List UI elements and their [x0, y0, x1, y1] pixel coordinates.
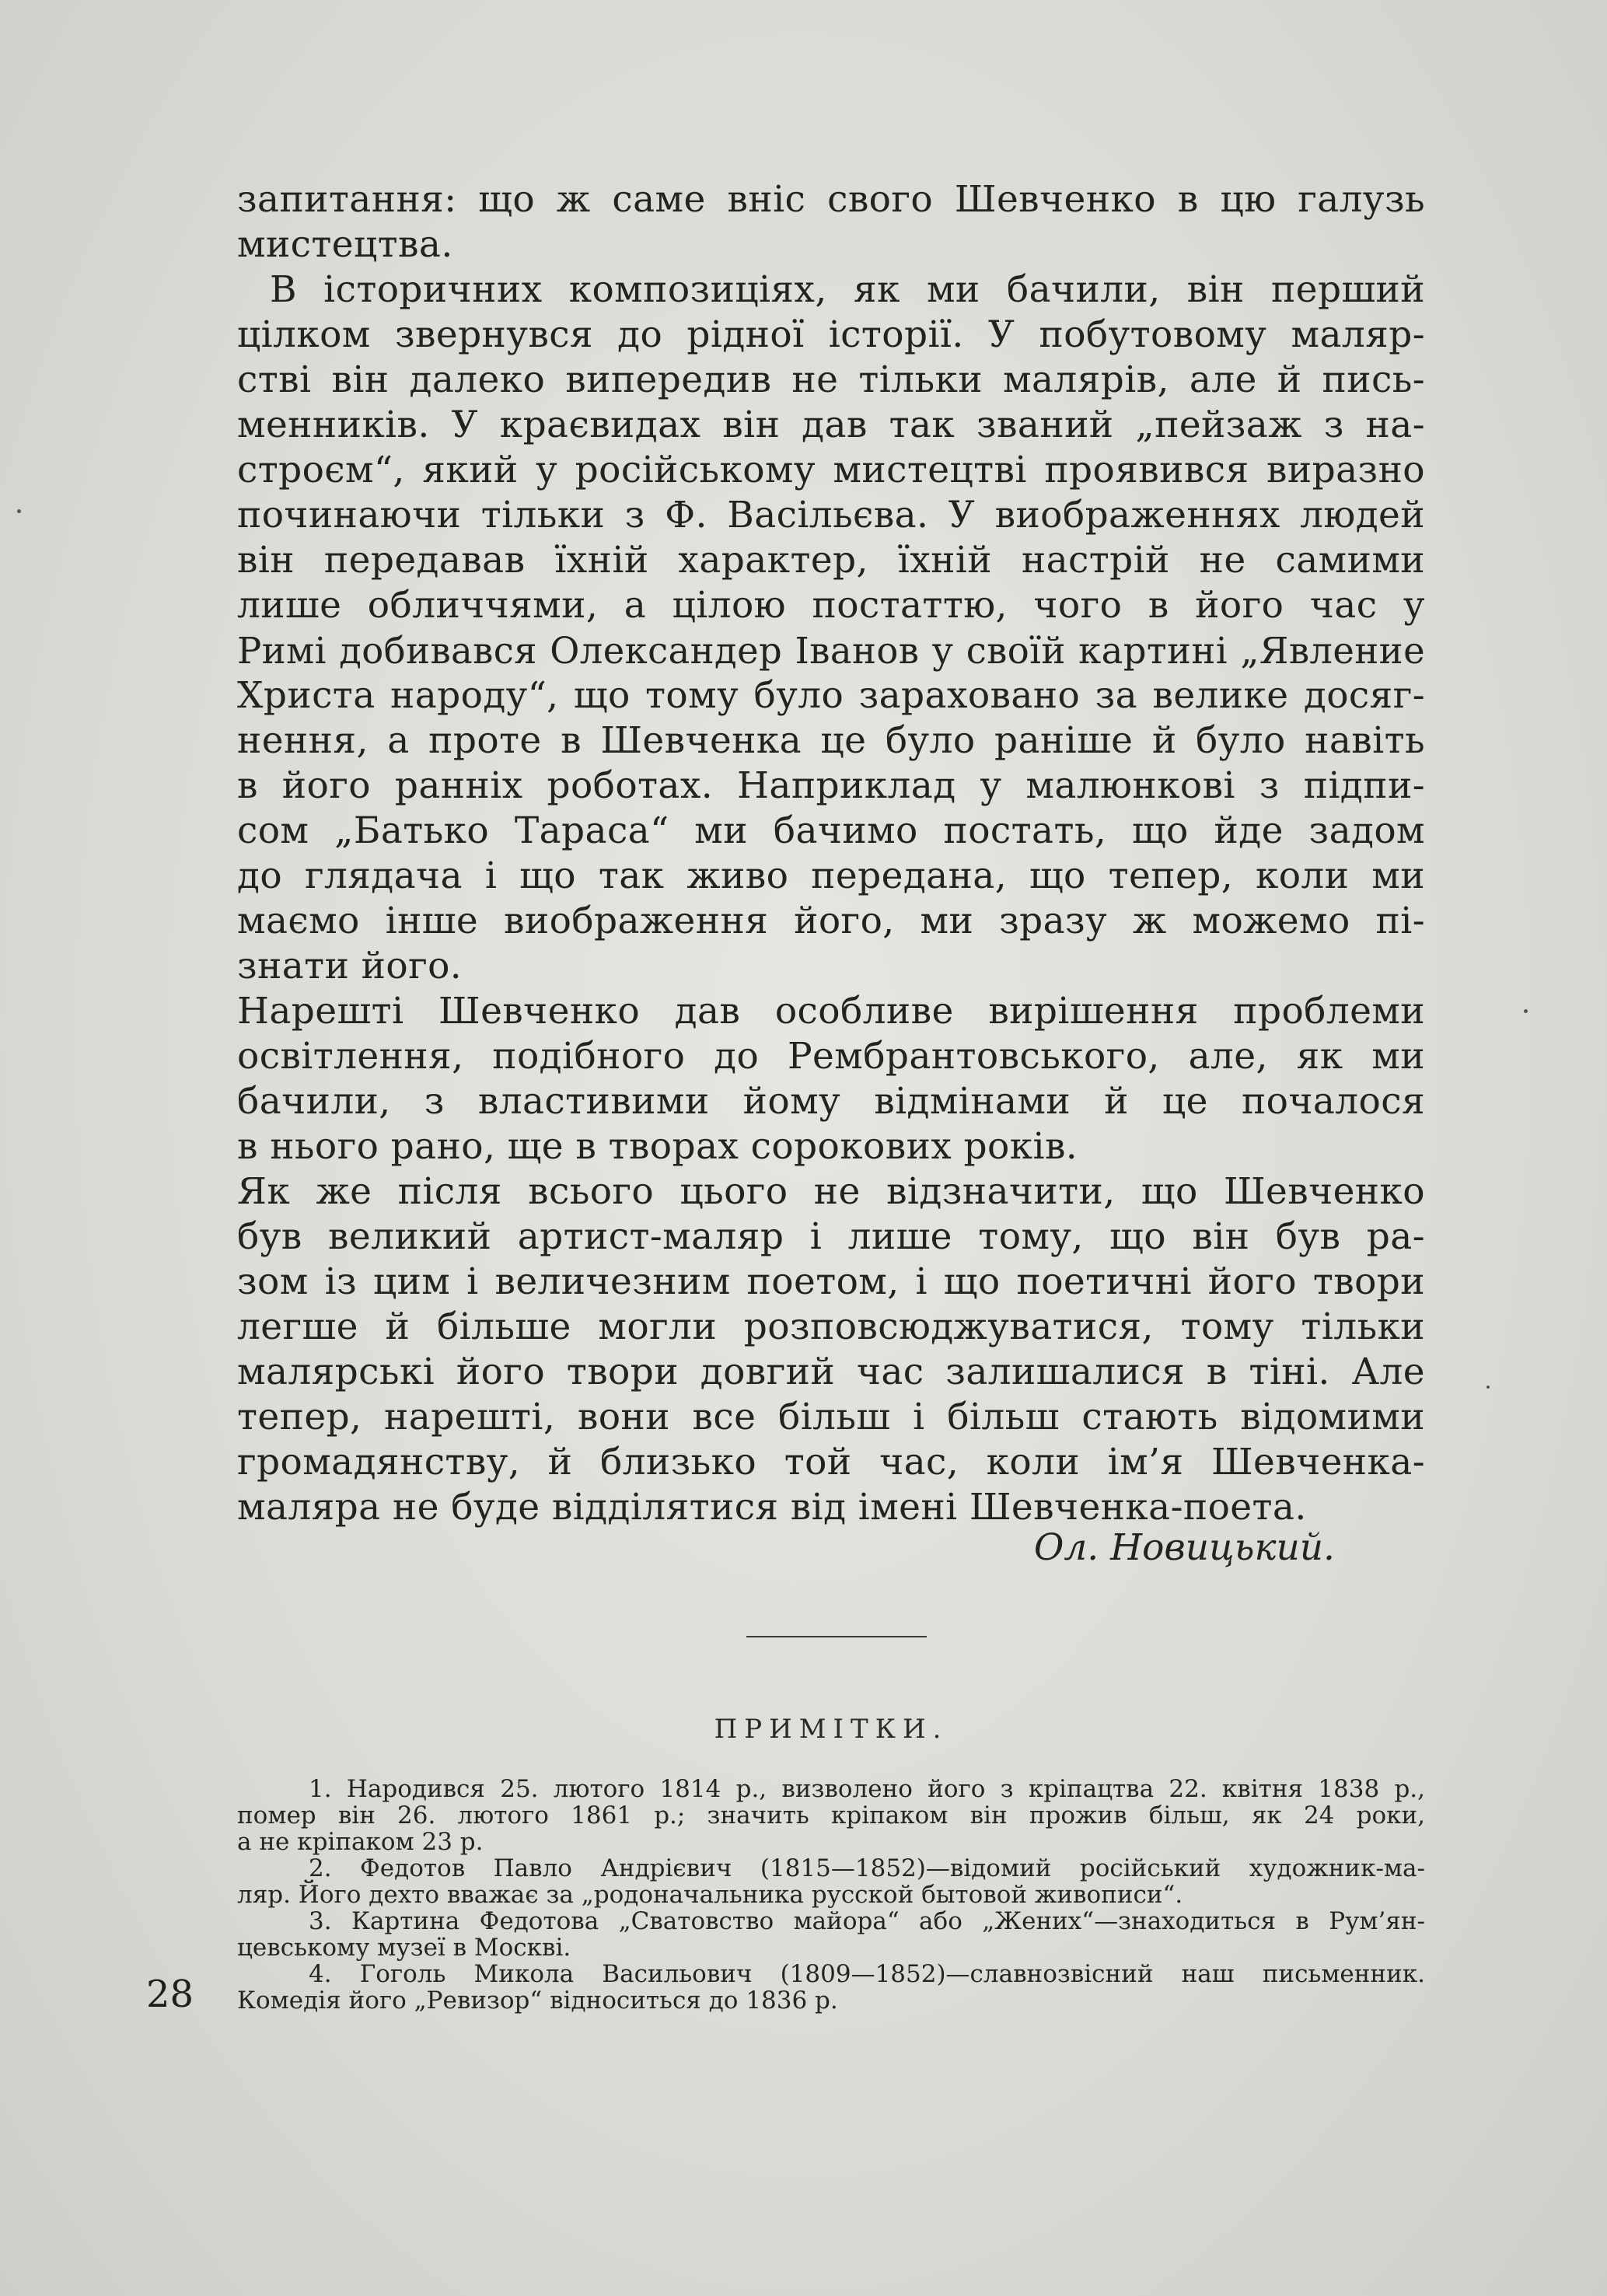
text-line: до глядача і що так живо передана, що тепер, коли ми [237, 854, 1425, 897]
text-line: запитання: що ж саме вніс свого Шевченко в цю галузь [237, 178, 1425, 221]
text-line: в нього рано, ще в творах сорокових років. [237, 1125, 1078, 1168]
text-line: сом „Батько Тараса“ ми бачимо постать, що йде задом [237, 809, 1425, 852]
footnote-line: 1. Народився 25. лютого 1814 р., визволено його з кріпацтва 22. квітня 1838 р., [309, 1775, 1425, 1803]
footnote-line: цевському музеї в Москві. [237, 1934, 571, 1962]
text-line: строєм“, який у російському мистецтві проявився виразно [237, 449, 1425, 491]
text-line: зом із цим і величезним поетом, і що поетичні його твори [237, 1260, 1425, 1303]
text-line: в його ранніх роботах. Наприклад у малюнкові з підпи- [237, 764, 1425, 807]
footnote-line: Комедія його „Ревизор“ відноситься до 1836 р. [237, 1987, 838, 2015]
text-line: цілком звернувся до рідної історії. У побутовому маляр- [237, 313, 1425, 356]
text-line: він передавав їхній характер, їхній настрій не самими [237, 539, 1425, 582]
text-line: тепер, нарешті, вони все більш і більш стають відомими [237, 1396, 1425, 1438]
author-signature: Ол. Новицький. [1033, 1526, 1335, 1569]
footnote-line: 3. Картина Федотова „Сватовство майора“ або „Жених“—знаходиться в Рум’ян- [309, 1907, 1425, 1935]
text-line: громадянству, й близько той час, коли ім’я Шевченка- [237, 1441, 1425, 1483]
text-line: мистецтва. [237, 223, 453, 266]
notes-heading: ПРИМІТКИ. [714, 1714, 948, 1745]
text-line: менників. У краєвидах він дав так званий „пейзаж з на- [237, 404, 1425, 446]
text-line: лише обличчями, а цілою постаттю, чого в його час у [237, 584, 1425, 627]
footnote-line: помер він 26. лютого 1861 р.; значить кріпаком він прожив більш, як 24 роки, [237, 1802, 1425, 1829]
paper-speck [1524, 1009, 1528, 1013]
text-line: маємо інше виображення його, ми зразу ж можемо пі- [237, 900, 1425, 942]
footnote-line: 2. Федотов Павло Андрієвич (1815—1852)—відомий російський художник-ма- [309, 1854, 1425, 1882]
text-line: був великий артист-маляр і лише тому, що він був ра- [237, 1215, 1425, 1258]
text-line: освітлення, подібного до Рембрантовського, але, як ми [237, 1035, 1425, 1078]
text-line: Як же після всього цього не відзначити, що Шевченко [237, 1170, 1425, 1213]
section-divider [746, 1636, 927, 1637]
text-line: малярські його твори довгий час залишалися в тіні. Але [237, 1351, 1425, 1393]
text-line: В історичних композиціях, як ми бачили, він перший [270, 268, 1425, 311]
text-line: стві він далеко випередив не тільки малярів, але й пись- [237, 358, 1425, 401]
text-line: нення, а проте в Шевченка це було раніше й було навіть [237, 719, 1425, 762]
footnote-line: 4. Гоголь Микола Васильович (1809—1852)—славнозвісний наш письменник. [309, 1960, 1425, 1988]
footnote-line: ляр. Його дехто вважає за „родоначальника русской бытовой живописи“. [237, 1881, 1183, 1909]
main-text [237, 177, 1425, 1530]
paper-speck [1486, 1386, 1490, 1389]
text-line: бачили, з властивими йому відмінами й це почалося [237, 1080, 1425, 1123]
footnotes [237, 1776, 1425, 2014]
page-number: 28 [146, 1973, 194, 2016]
footnote-line: а не кріпаком 23 р. [237, 1828, 484, 1856]
text-line: Христа народу“, що тому було зараховано за велике досяг- [237, 674, 1425, 717]
text-line: маляра не буде відділятися від імені Шевченка-поета. [237, 1486, 1307, 1529]
paper-speck [17, 509, 21, 513]
text-line: Римі добивався Олександер Іванов у своїй картині „Явление [237, 630, 1425, 672]
text-line: знати його. [237, 945, 463, 987]
text-line: легше й більше могли розповсюджуватися, тому тільки [237, 1305, 1425, 1348]
text-line: починаючи тільки з Ф. Васільєва. У виображеннях людей [237, 494, 1425, 536]
text-line: Нарешті Шевченко дав особливе вирішення проблеми [237, 990, 1425, 1033]
